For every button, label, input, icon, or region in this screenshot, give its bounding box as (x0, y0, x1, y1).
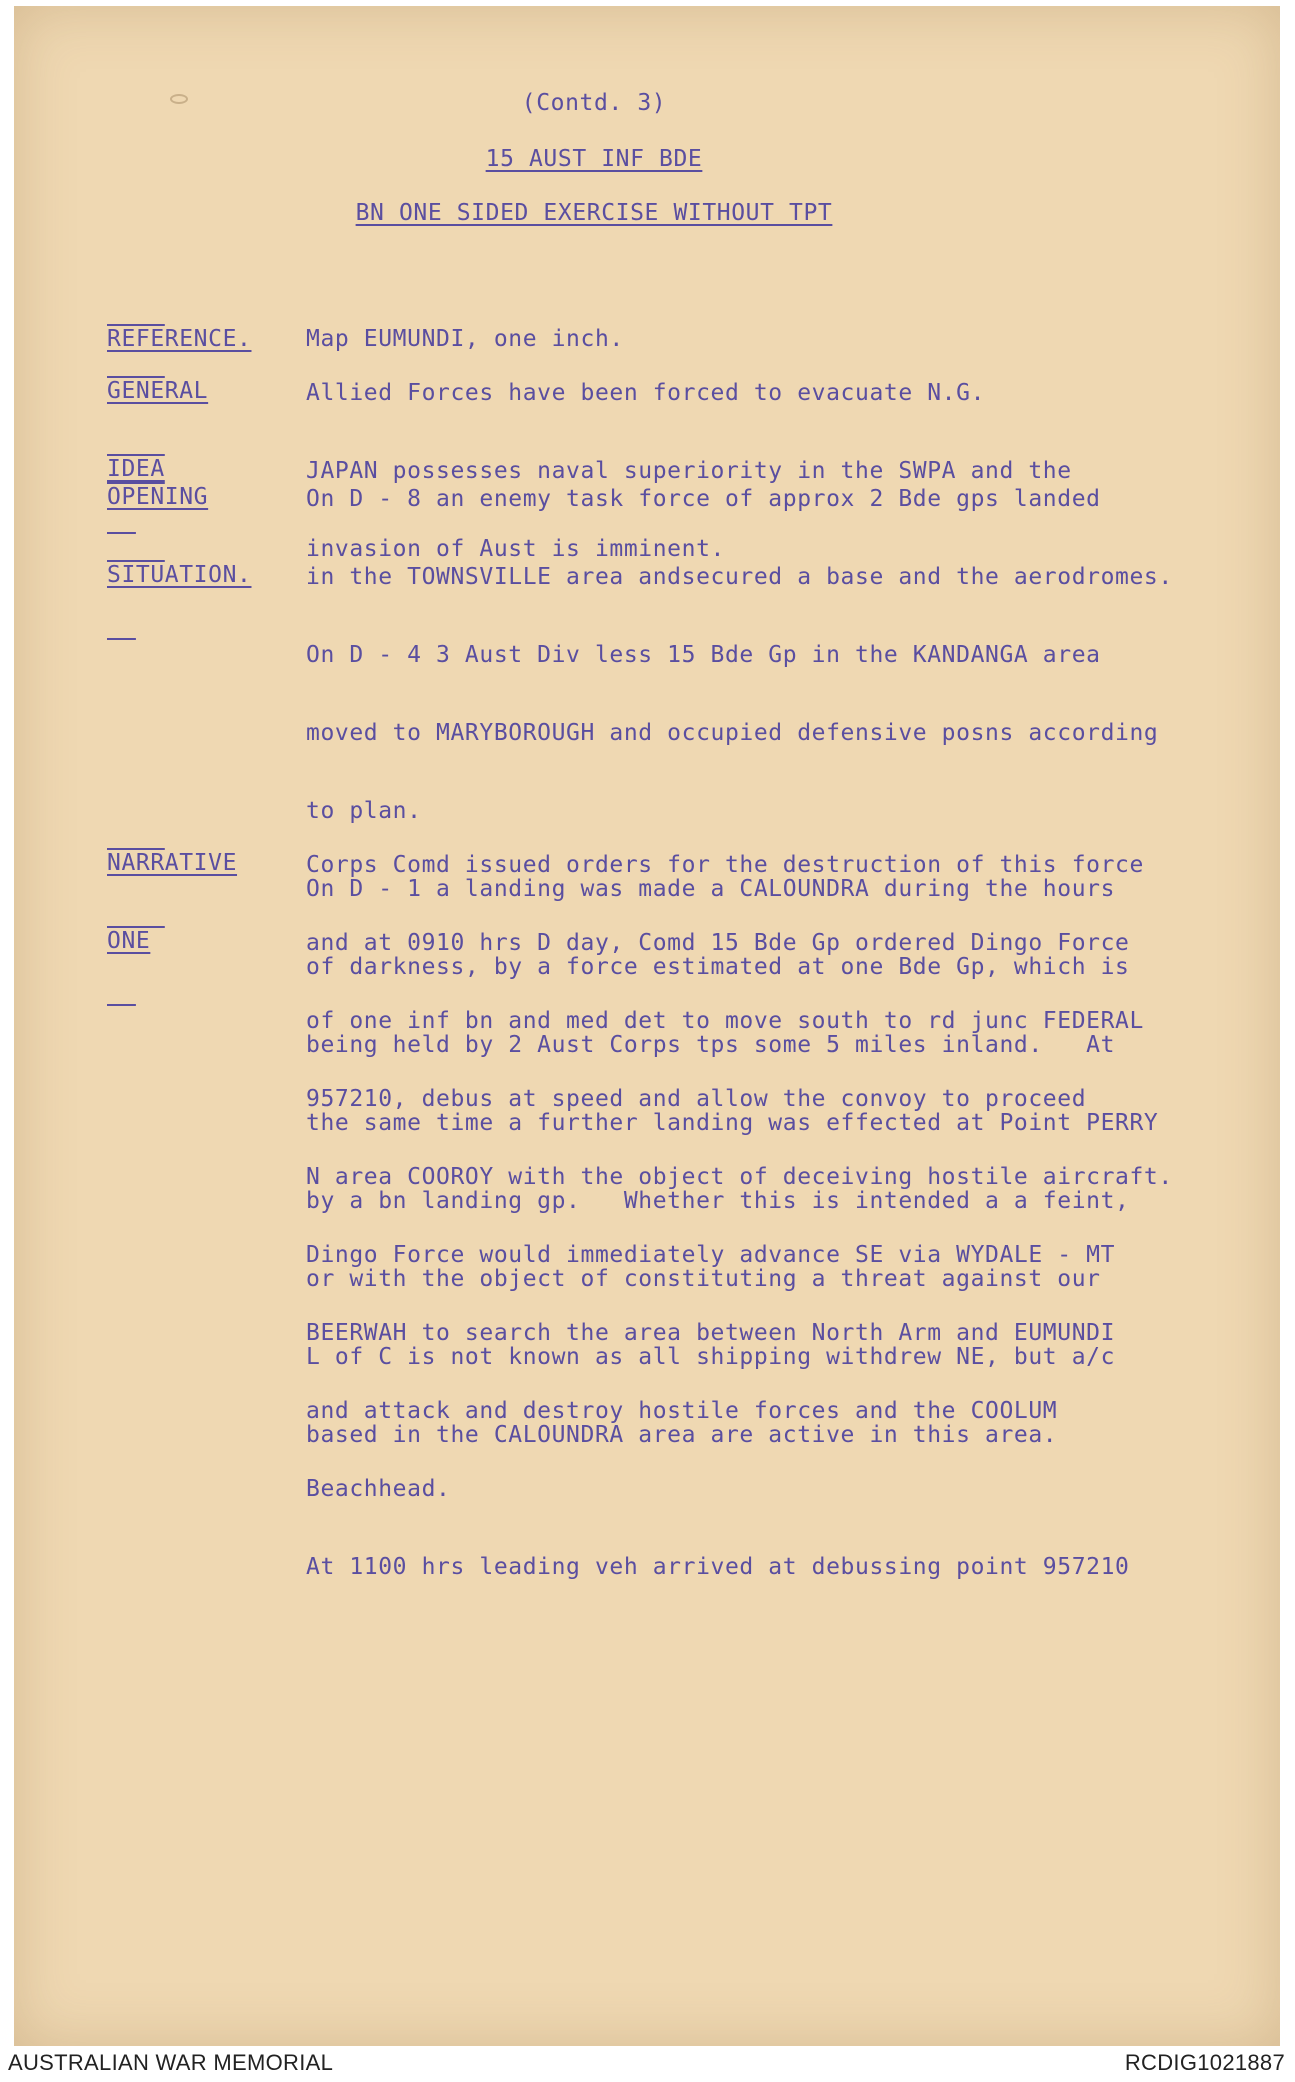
unit-heading: 15 AUST INF BDE (485, 146, 703, 172)
section-label-reference: REFERENCE. (107, 326, 252, 352)
section-label-general-idea: GENERAL IDEA (107, 378, 209, 482)
footer-record-id: RCDIG1021887 (1124, 2050, 1285, 2075)
section-body-narrative-one: Corps Comd issued orders for the destruction of this force and at 0910 hrs D day, Comd 15 Bde Gp ordered Dingo Force of one inf bn and med det to move south to rd junc FEDERAL 957210, debus at speed and allow the convoy to proceed N area COOROY with the object of deceiving hostile aircraft. Dingo Force would immediately advance SE via WYDALE - MT BEERWAH to search the area between North Arm and EUMUNDI and attack and destroy hostile forces and the COOLUM Beachhead. At 1100 hrs leading veh arrived at debussing point 957210 (306, 852, 1173, 1580)
section-body-reference: Map EUMUNDI, one inch. (306, 326, 624, 352)
exercise-heading: BN ONE SIDED EXERCISE WITHOUT TPT (355, 200, 833, 226)
section-label-opening-situation: OPENING SITUATION. (107, 484, 252, 588)
section-body-general-idea: Allied Forces have been forced to evacuate N.G. JAPAN possesses naval superiority in the SWPA and the invasion of Aust is imminent. (306, 380, 1072, 562)
section-body-opening-situation: On D - 8 an enemy task force of approx 2 Bde gps landed in the TOWNSVILLE area andsecured a base and the aerodromes. On D - 4 3 Aust Div less 15 Bde Gp in the KANDANGA area moved to MARYBOROUGH and occupied defensive posns according to plan. On D - 1 a landing was made a CALOUNDRA during the hours of darkness, by a force estimated at one Bde Gp, which is being held by 2 Aust Corps tps some 5 miles inland. At the same time a further landing was effected at Point PERRY by a bn landing gp. Whether this is intended a a feint, or with the object of constituting a threat against our L of C is not known as all shipping withdrew NE, but a/c based in the CALOUNDRA area are active in this area. (306, 486, 1173, 1448)
contd-heading: (Contd. 3) (521, 90, 667, 116)
document-page (14, 6, 1280, 2046)
section-label-narrative-one: NARRATIVE ONE (107, 850, 238, 954)
footer-archive-name: AUSTRALIAN WAR MEMORIAL (8, 2050, 334, 2075)
